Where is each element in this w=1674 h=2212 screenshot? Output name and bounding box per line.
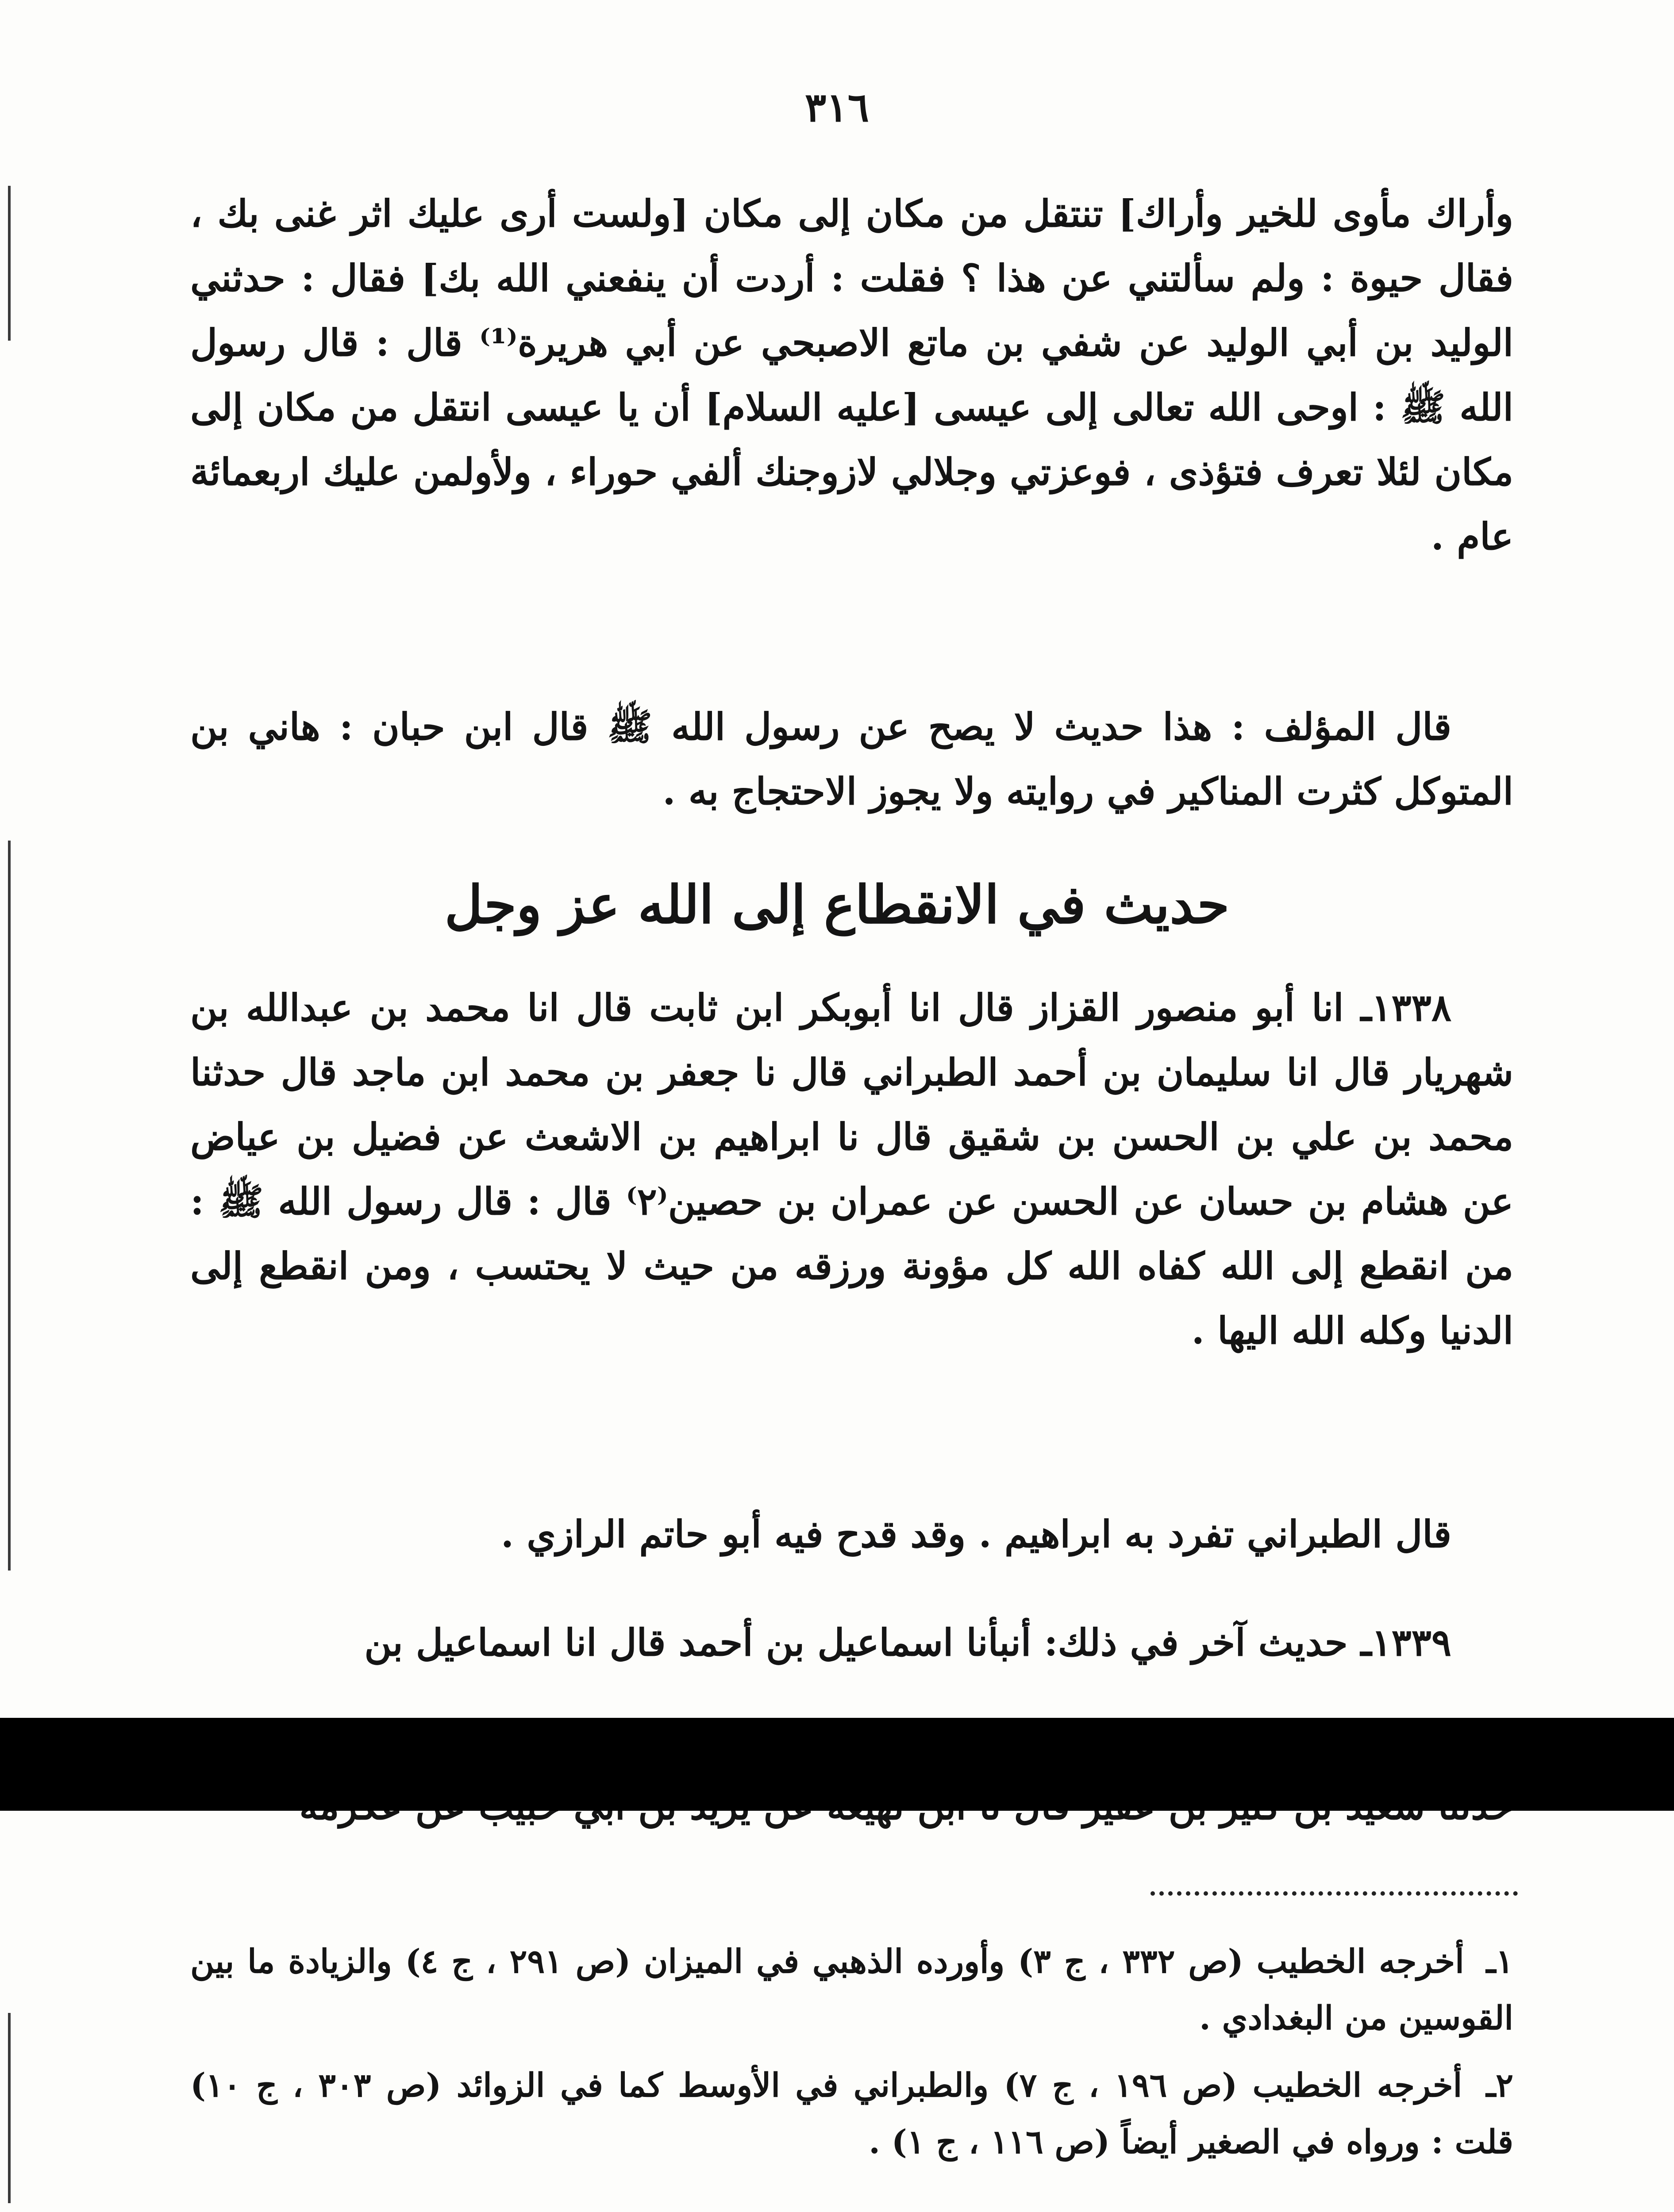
redaction-bar bbox=[0, 1718, 1674, 1811]
hadith-1338-paragraph: ١٣٣٨ـ انا أبو منصور القزاز قال انا أبوبكر ابن ثابت قال انا محمد بن عبدالله بن شهريار قال انا سليمان بن أحمد الطبراني قال نا جعفر بن محمد ابن ماجد قال حدثنا محمد بن علي بن الحسن بن شقيق قال نا ابراهيم بن الاشعث عن فضيل بن عياض عن هشام بن حسان عن الحسن عن عمران بن حصين⁽٢⁾ قال : قال رسول الله ﷺ : من انقطع إلى الله كفاه الله كل مؤونة ورزقه من حيث لا يحتسب ، ومن انقطع إلى الدنيا وكله الله اليها . bbox=[190, 986, 1513, 1352]
hadith-1339-paragraph: ١٣٣٩ـ حديث آخر في ذلك: أنبأنا اسماعيل بن أحمد قال انا اسماعيل بن bbox=[364, 1621, 1451, 1664]
scan-edge-mark bbox=[8, 2013, 11, 2203]
scan-edge-mark bbox=[8, 841, 11, 1571]
tabarani-comment-paragraph: قال الطبراني تفرد به ابراهيم . وقد قدح فيه أبو حاتم الرازي . bbox=[500, 1512, 1451, 1556]
author-comment-paragraph: قال المؤلف : هذا حديث لا يصح عن رسول الله ﷺ قال ابن حبان : هاني بن المتوكل كثرت المناكير في روايته ولا يجوز الاحتجاج به . bbox=[190, 705, 1513, 813]
footnote-text: أخرجه الخطيب (ص ٣٣٢ ، ج ٣) وأورده الذهبي في الميزان (ص ٢٩١ ، ج ٤) والزيادة ما بين القوسين من البغدادي . bbox=[190, 1943, 1513, 2037]
section-heading: حديث في الانقطاع إلى الله عز وجل bbox=[444, 874, 1230, 935]
paragraph-continuation: وأراك مأوى للخير وأراك] تنتقل من مكان إلى مكان [ولست أرى عليك اثر غنى بك ، فقال حيوة : ولم سألتني عن هذا ؟ فقلت : أردت أن ينفعني الله بك] فقال : حدثني الوليد بن أبي الوليد عن شفي بن ماتع الاصبحي عن أبي هريرة⁽¹⁾ قال : قال رسول الله ﷺ : اوحى الله تعالى إلى عيسى [عليه السلام] أن يا عيسى انتقل من مكان إلى مكان لئلا تعرف فتؤذى ، فوعزتي وجلالي لازوجنك ألفي حوراء ، ولأولمن عليك اربعمائة عام . bbox=[190, 192, 1513, 558]
footnote-separator bbox=[1151, 1891, 1518, 1896]
footnote-number: ١ـ bbox=[1486, 1943, 1514, 1981]
footnote-text: أخرجه الخطيب (ص ١٩٦ ، ج ٧) والطبراني في الأوسط كما في الزوائد (ص ٣٠٣ ، ج ١٠) قلت : ورواه في الصغير أيضاً (ص ١١٦ ، ج ١) . bbox=[190, 2066, 1513, 2161]
footnote-1 bbox=[190, 1933, 1513, 2047]
footnote-2 bbox=[190, 2057, 1513, 2170]
footnote-number: ٢ـ bbox=[1486, 2066, 1513, 2104]
page-number: ٣١٦ bbox=[804, 84, 870, 131]
scan-edge-mark bbox=[8, 186, 11, 341]
